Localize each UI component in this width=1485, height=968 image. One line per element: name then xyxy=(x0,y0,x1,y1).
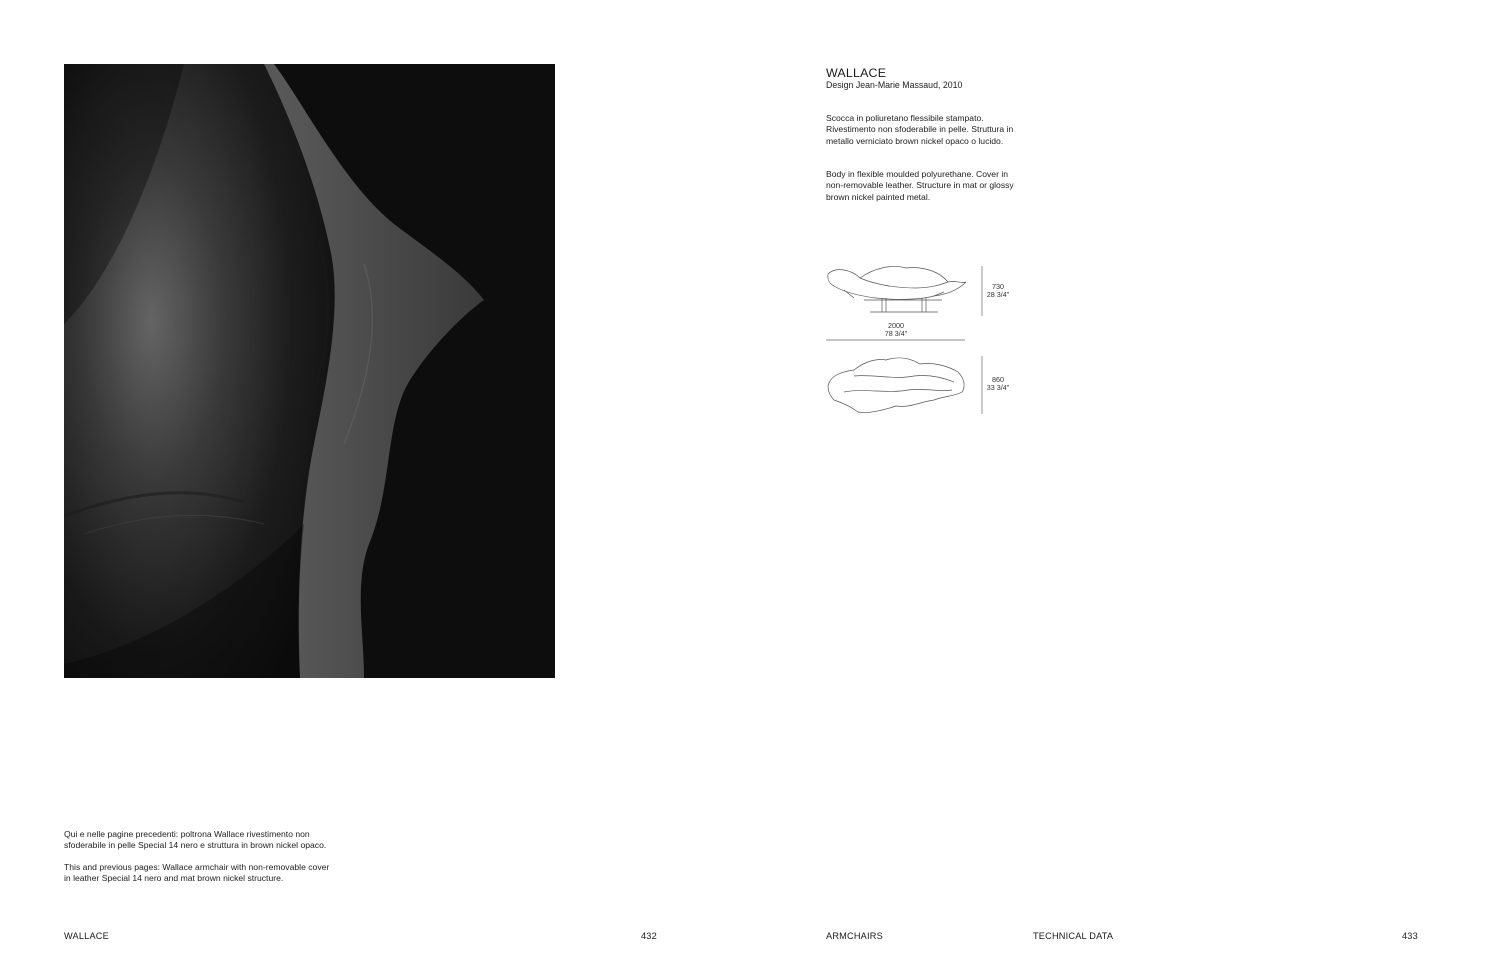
product-designer: Design Jean-Marie Massaud, 2010 xyxy=(826,80,963,90)
width-dimension xyxy=(872,322,920,338)
product-photo xyxy=(64,64,555,678)
width-mm: 2000 xyxy=(888,321,904,330)
page-number-left: 432 xyxy=(641,931,657,941)
depth-dimension xyxy=(984,376,1012,392)
description-italian: Scocca in poliuretano flessibile stampato. Rivestimento non sfoderabile in pelle. Struttura in metallo verniciato brown nickel opaco o lucido. xyxy=(826,113,1014,146)
photo-caption xyxy=(64,829,334,895)
height-dimension xyxy=(984,283,1012,299)
depth-mm: 860 xyxy=(992,375,1004,384)
footer-category: ARMCHAIRS xyxy=(826,931,883,941)
footer-product-label: WALLACE xyxy=(64,931,109,941)
footer-section: TECHNICAL DATA xyxy=(1033,931,1114,941)
description-english: Body in flexible moulded polyurethane. Cover in non-removable leather. Structure in mat or glossy brown nickel painted metal. xyxy=(826,169,1014,202)
caption-english: This and previous pages: Wallace armchair with non-removable cover in leather Special 14 nero and mat brown nickel structure. xyxy=(64,861,330,884)
page-number-right: 433 xyxy=(1402,931,1418,941)
height-mm: 730 xyxy=(992,282,1004,291)
depth-in: 33 3/4" xyxy=(986,383,1010,392)
caption-italian: Qui e nelle pagine precedenti: poltrona Wallace rivestimento non sfoderabile in pelle Special 14 nero e struttura in brown nickel opaco. xyxy=(64,829,327,851)
width-in: 78 3/4" xyxy=(884,329,908,338)
product-title: WALLACE xyxy=(826,66,887,80)
leather-chair-image xyxy=(64,64,555,678)
height-in: 28 3/4" xyxy=(986,290,1010,299)
